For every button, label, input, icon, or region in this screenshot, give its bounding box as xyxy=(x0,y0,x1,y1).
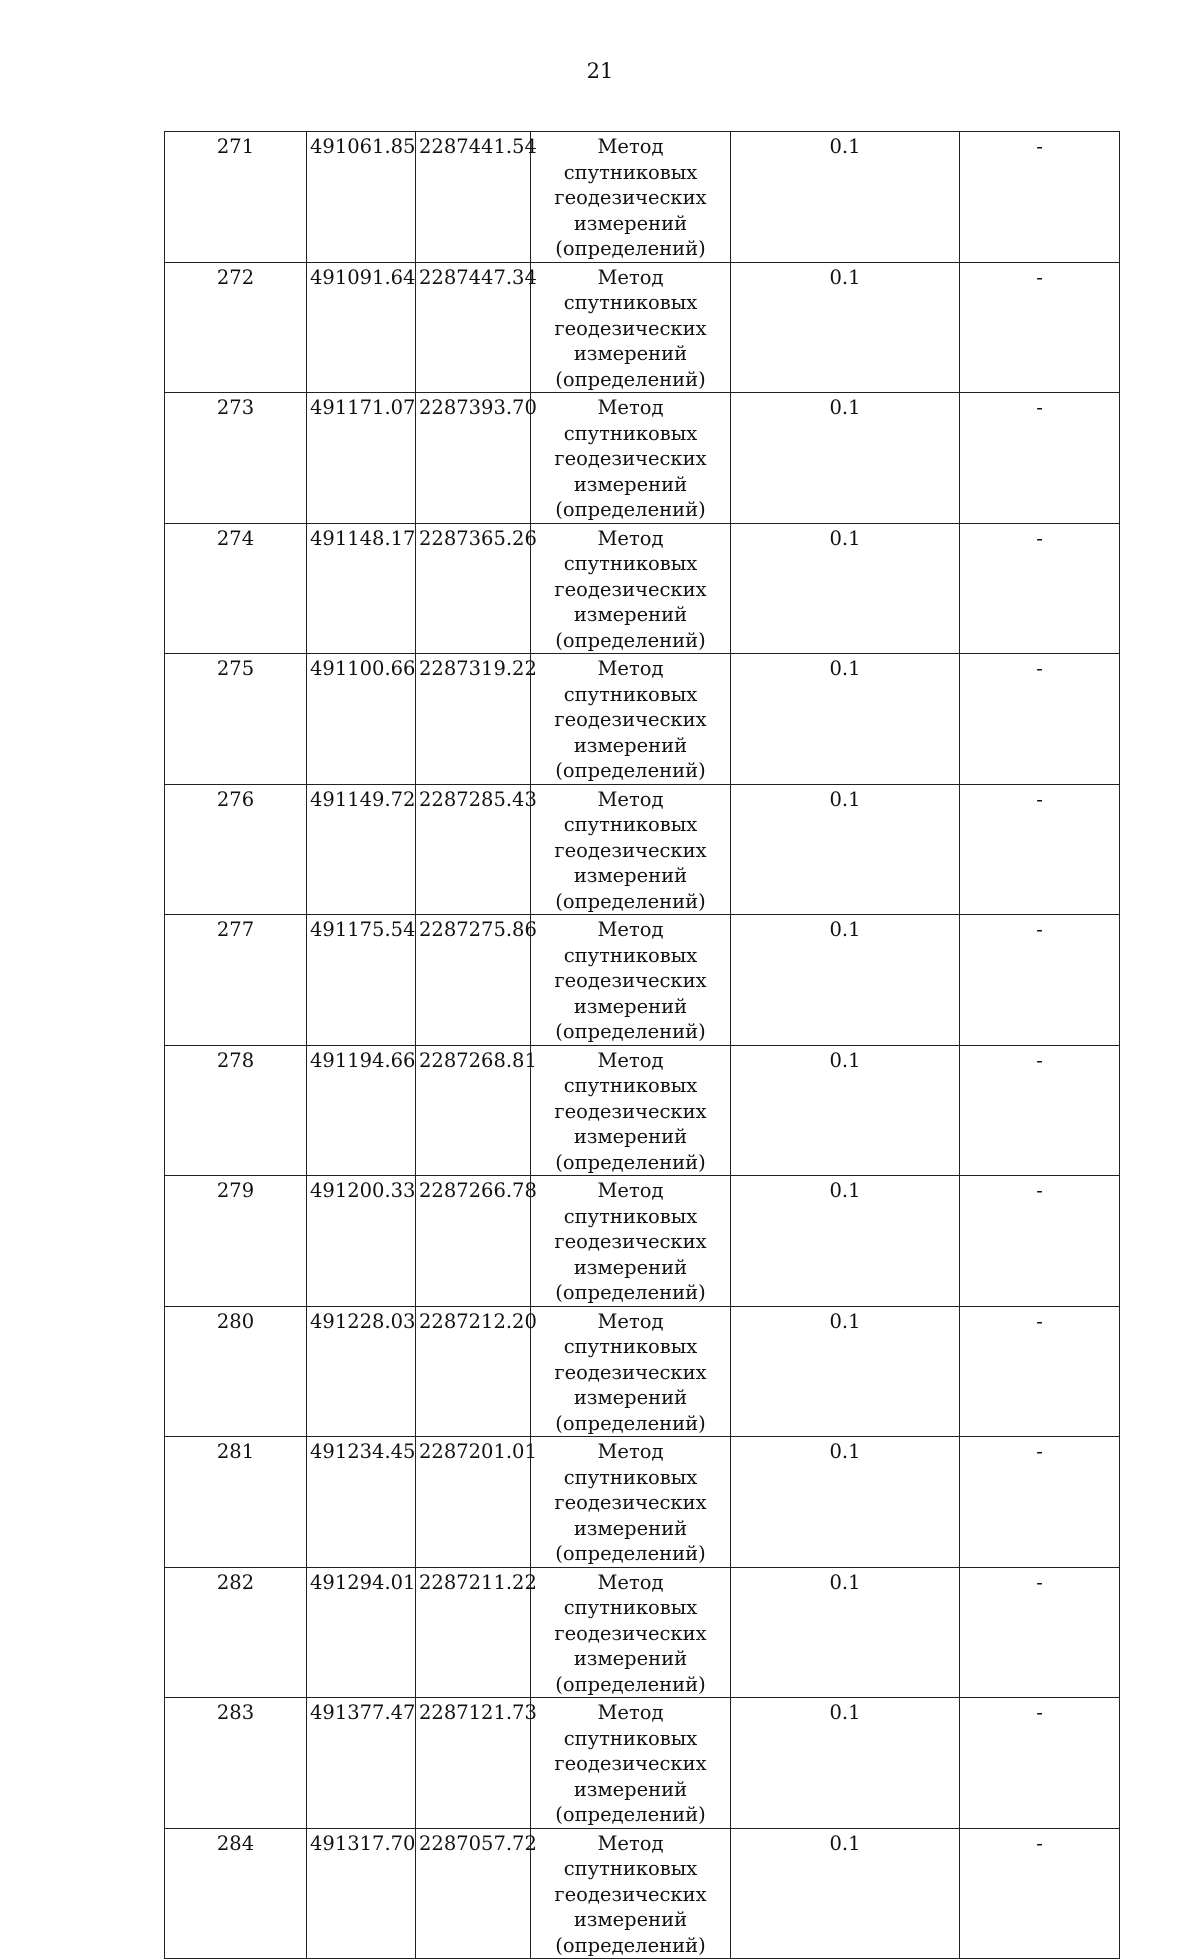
description-cell: - xyxy=(960,1045,1120,1176)
accuracy-cell: 0.1 xyxy=(731,915,960,1046)
x-coordinate-cell: 491200.33 xyxy=(307,1176,416,1307)
y-coordinate-cell: 2287393.70 xyxy=(416,393,531,524)
method-cell xyxy=(531,915,731,1046)
table-row xyxy=(165,393,1120,524)
point-number-cell: 273 xyxy=(165,393,307,524)
method-text-line: (определений) xyxy=(555,1542,706,1565)
accuracy-cell: 0.1 xyxy=(731,1437,960,1568)
accuracy-cell: 0.1 xyxy=(731,523,960,654)
method-text-line: геодезических xyxy=(554,1491,707,1514)
method-cell xyxy=(531,523,731,654)
description-cell: - xyxy=(960,132,1120,263)
y-coordinate-cell: 2287275.86 xyxy=(416,915,531,1046)
method-text-line: Метод спутниковых xyxy=(563,1570,698,1619)
description-cell: - xyxy=(960,393,1120,524)
table-row xyxy=(165,654,1120,785)
accuracy-cell: 0.1 xyxy=(731,654,960,785)
method-text-line: (определений) xyxy=(555,628,706,652)
method-text-line: (определений) xyxy=(555,237,706,260)
method-text-line: геодезических xyxy=(554,1882,707,1906)
method-text-line: измерений xyxy=(573,342,688,365)
description-cell: - xyxy=(960,784,1120,915)
point-number-cell: 271 xyxy=(165,132,307,263)
method-cell xyxy=(531,1306,731,1437)
y-coordinate-cell: 2287441.54 xyxy=(416,132,531,263)
y-coordinate-cell: 2287266.78 xyxy=(416,1176,531,1307)
table-row xyxy=(165,1828,1120,1959)
method-text-line: (определений) xyxy=(555,1803,706,1826)
method-text-line: (определений) xyxy=(555,1933,706,1957)
table-row xyxy=(165,1306,1120,1437)
accuracy-cell: 0.1 xyxy=(731,262,960,393)
method-text-line: измерений xyxy=(573,1908,688,1931)
method-text-line: геодезических xyxy=(554,708,707,731)
method-text-line: Метод спутниковых xyxy=(563,918,698,967)
method-text-line: (определений) xyxy=(555,759,706,782)
point-number-cell: 280 xyxy=(165,1306,307,1437)
table-row xyxy=(165,132,1120,263)
x-coordinate-cell: 491194.66 xyxy=(307,1045,416,1176)
coordinates-table-body xyxy=(165,132,1120,1959)
y-coordinate-cell: 2287201.01 xyxy=(416,1437,531,1568)
y-coordinate-cell: 2287285.43 xyxy=(416,784,531,915)
method-text-line: (определений) xyxy=(555,1411,706,1435)
method-text-line: измерений xyxy=(573,1777,688,1801)
method-text-line: геодезических xyxy=(554,316,707,340)
x-coordinate-cell: 491234.45 xyxy=(307,1437,416,1568)
method-text-line: измерений xyxy=(573,864,688,887)
x-coordinate-cell: 491061.85 xyxy=(307,132,416,263)
point-number-cell: 282 xyxy=(165,1567,307,1698)
accuracy-cell: 0.1 xyxy=(731,784,960,915)
page-number: 21 xyxy=(586,59,614,83)
point-number-cell: 279 xyxy=(165,1176,307,1307)
description-cell: - xyxy=(960,1176,1120,1307)
method-cell xyxy=(531,1698,731,1829)
method-text-line: Метод спутниковых xyxy=(563,1831,698,1880)
method-text-line: Метод спутниковых xyxy=(563,1440,698,1489)
coordinates-table xyxy=(164,131,1120,1959)
x-coordinate-cell: 491228.03 xyxy=(307,1306,416,1437)
method-text-line: (определений) xyxy=(555,498,706,521)
description-cell: - xyxy=(960,262,1120,393)
x-coordinate-cell: 491171.07 xyxy=(307,393,416,524)
point-number-cell: 272 xyxy=(165,262,307,393)
method-text-line: Метод спутниковых xyxy=(563,265,698,314)
accuracy-cell: 0.1 xyxy=(731,1306,960,1437)
y-coordinate-cell: 2287057.72 xyxy=(416,1828,531,1959)
method-cell xyxy=(531,1437,731,1568)
table-row xyxy=(165,1045,1120,1176)
table-row xyxy=(165,523,1120,654)
method-text-line: Метод спутниковых xyxy=(563,1179,698,1228)
method-cell xyxy=(531,393,731,524)
x-coordinate-cell: 491091.64 xyxy=(307,262,416,393)
table-row xyxy=(165,1176,1120,1307)
point-number-cell: 274 xyxy=(165,523,307,654)
description-cell: - xyxy=(960,1828,1120,1959)
method-text-line: измерений xyxy=(573,1125,688,1148)
description-cell: - xyxy=(960,1306,1120,1437)
method-text-line: измерений xyxy=(573,994,688,1018)
accuracy-cell: 0.1 xyxy=(731,1828,960,1959)
point-number-cell: 277 xyxy=(165,915,307,1046)
method-text-line: геодезических xyxy=(554,1360,707,1384)
method-text-line: (определений) xyxy=(555,1020,706,1043)
method-text-line: Метод спутниковых xyxy=(563,135,698,184)
method-text-line: Метод спутниковых xyxy=(563,396,698,445)
method-text-line: (определений) xyxy=(555,1281,706,1304)
method-text-line: геодезических xyxy=(554,969,707,992)
y-coordinate-cell: 2287212.20 xyxy=(416,1306,531,1437)
description-cell: - xyxy=(960,523,1120,654)
table-row xyxy=(165,1567,1120,1698)
y-coordinate-cell: 2287211.22 xyxy=(416,1567,531,1698)
method-text-line: измерений xyxy=(573,472,688,496)
method-cell xyxy=(531,1828,731,1959)
accuracy-cell: 0.1 xyxy=(731,1698,960,1829)
y-coordinate-cell: 2287365.26 xyxy=(416,523,531,654)
description-cell: - xyxy=(960,1567,1120,1698)
method-text-line: геодезических xyxy=(554,577,707,601)
method-text-line: Метод спутниковых xyxy=(563,1701,698,1750)
y-coordinate-cell: 2287447.34 xyxy=(416,262,531,393)
table-row xyxy=(165,915,1120,1046)
method-text-line: геодезических xyxy=(554,1621,707,1645)
table-row xyxy=(165,784,1120,915)
method-text-line: геодезических xyxy=(554,186,707,209)
table-row xyxy=(165,1437,1120,1568)
method-cell xyxy=(531,1567,731,1698)
point-number-cell: 283 xyxy=(165,1698,307,1829)
point-number-cell: 284 xyxy=(165,1828,307,1959)
accuracy-cell: 0.1 xyxy=(731,1567,960,1698)
description-cell: - xyxy=(960,1698,1120,1829)
description-cell: - xyxy=(960,654,1120,785)
method-cell xyxy=(531,784,731,915)
method-text-line: геодезических xyxy=(554,1099,707,1123)
method-text-line: геодезических xyxy=(554,1230,707,1253)
method-text-line: измерений xyxy=(573,603,688,626)
x-coordinate-cell: 491149.72 xyxy=(307,784,416,915)
x-coordinate-cell: 491175.54 xyxy=(307,915,416,1046)
point-number-cell: 281 xyxy=(165,1437,307,1568)
method-text-line: измерений xyxy=(573,733,688,757)
method-text-line: Метод спутниковых xyxy=(563,1309,698,1358)
method-text-line: Метод спутниковых xyxy=(563,657,698,706)
x-coordinate-cell: 491317.70 xyxy=(307,1828,416,1959)
method-cell xyxy=(531,1045,731,1176)
method-text-line: (определений) xyxy=(555,1672,706,1696)
method-text-line: геодезических xyxy=(554,838,707,862)
method-cell xyxy=(531,654,731,785)
description-cell: - xyxy=(960,1437,1120,1568)
method-text-line: измерений xyxy=(573,1386,688,1409)
x-coordinate-cell: 491148.17 xyxy=(307,523,416,654)
x-coordinate-cell: 491377.47 xyxy=(307,1698,416,1829)
point-number-cell: 275 xyxy=(165,654,307,785)
x-coordinate-cell: 491294.01 xyxy=(307,1567,416,1698)
accuracy-cell: 0.1 xyxy=(731,1045,960,1176)
description-cell: - xyxy=(960,915,1120,1046)
method-text-line: геодезических xyxy=(554,1752,707,1775)
method-text-line: Метод спутниковых xyxy=(563,1048,698,1097)
accuracy-cell: 0.1 xyxy=(731,1176,960,1307)
method-text-line: измерений xyxy=(573,1647,688,1670)
x-coordinate-cell: 491100.66 xyxy=(307,654,416,785)
y-coordinate-cell: 2287121.73 xyxy=(416,1698,531,1829)
table-row xyxy=(165,262,1120,393)
method-cell xyxy=(531,1176,731,1307)
method-text-line: (определений) xyxy=(555,889,706,913)
method-text-line: измерений xyxy=(573,1516,688,1540)
method-text-line: геодезических xyxy=(554,447,707,470)
point-number-cell: 276 xyxy=(165,784,307,915)
y-coordinate-cell: 2287268.81 xyxy=(416,1045,531,1176)
table-row xyxy=(165,1698,1120,1829)
method-text-line: (определений) xyxy=(555,367,706,391)
method-text-line: Метод спутниковых xyxy=(563,526,698,575)
accuracy-cell: 0.1 xyxy=(731,132,960,263)
method-cell xyxy=(531,262,731,393)
accuracy-cell: 0.1 xyxy=(731,393,960,524)
method-cell xyxy=(531,132,731,263)
y-coordinate-cell: 2287319.22 xyxy=(416,654,531,785)
method-text-line: измерений xyxy=(573,1255,688,1279)
point-number-cell: 278 xyxy=(165,1045,307,1176)
method-text-line: Метод спутниковых xyxy=(563,787,698,836)
method-text-line: измерений xyxy=(573,211,688,235)
method-text-line: (определений) xyxy=(555,1150,706,1174)
